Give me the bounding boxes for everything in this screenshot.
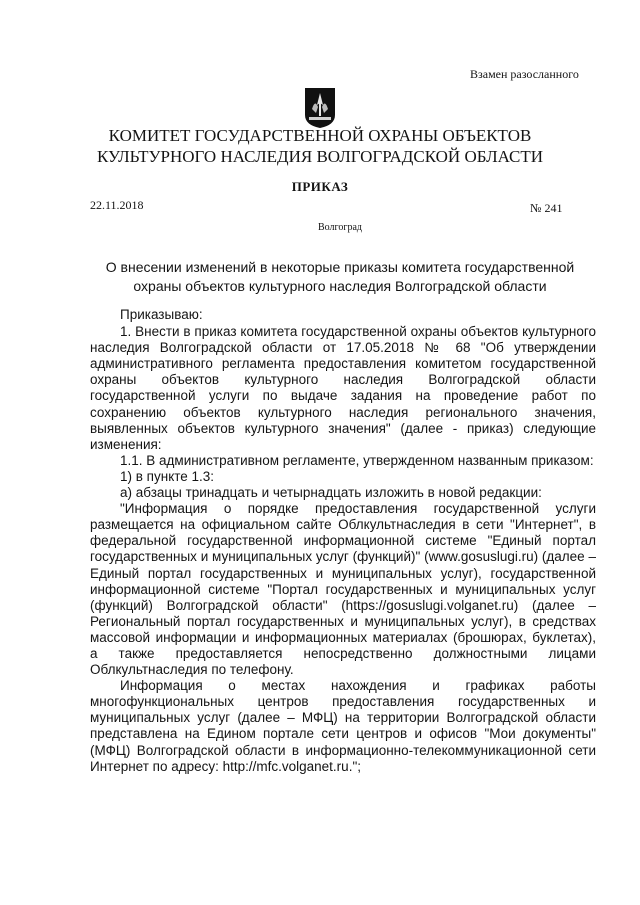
order-subject: О внесении изменений в некоторые приказы комитета государственной охраны объектов культурного наследия Волгоградской области bbox=[105, 259, 575, 294]
order-date: 22.11.2018 bbox=[90, 198, 144, 212]
coat-of-arms-emblem bbox=[304, 87, 336, 129]
paragraph-mfc-info: Информация о местах нахождения и графиках работы многофункциональных центров предоставления государственных и муниципальных услуг (далее – МФЦ) на территории Волгоградской области представлена на Едином портале сети центров и офисов "Мои документы" (МФЦ) Волгоградской области в информационно-телекоммуникационной сети Интернет по адресу: http://mfc.volganet.ru."; bbox=[90, 678, 596, 774]
order-number: № 241 bbox=[530, 201, 563, 215]
paragraph-subitem-1: 1) в пункте 1.3: bbox=[120, 468, 215, 484]
paragraph-order-intro: Приказываю: bbox=[120, 307, 203, 322]
paragraph-item-1: 1. Внести в приказ комитета государственной охраны объектов культурного наследия Волгоградской области от 17.05.2018 № 68 "Об утверждении административного регламента предоставления комитетом государственной охраны объектов культурного наследия Волгоградской области государственной услуги по выдаче задания на проведение работ по сохранению объектов культурного наследия регионального значения, выявленных объектов культурного значения" (далее - приказ) следующие изменения: bbox=[90, 324, 596, 452]
order-body bbox=[90, 307, 596, 775]
city: Волгоград bbox=[317, 222, 362, 233]
replacement-note: Взамен разосланного bbox=[470, 67, 579, 81]
paragraph-subitem-a: а) абзацы тринадцать и четырнадцать изложить в новой редакции: bbox=[120, 485, 542, 501]
paragraph-item-1-1: 1.1. В административном регламенте, утвержденном названным приказом: bbox=[120, 452, 594, 468]
organization-title: КОМИТЕТ ГОСУДАРСТВЕННОЙ ОХРАНЫ ОБЪЕКТОВ КУЛЬТУРНОГО НАСЛЕДИЯ ВОЛГОГРАДСКОЙ ОБЛАСТИ bbox=[96, 126, 544, 166]
document-type: ПРИКАЗ bbox=[291, 179, 349, 194]
paragraph-info-procedure: "Информация о порядке предоставления государственной услуги размещается на официальном сайте Облкультнаследия в сети "Интернет", в федеральной государственной информационной системе "Единый портал государственных и муниципальных услуг (функций)" (www.gosuslugi.ru) (далее – Единый портал государственных и муниципальных услуг), государственной информационной системе "Портал государственных и муниципальных услуг (функций) Волгоградской области" (https://gosuslugi.volganet.ru) (далее – Региональный портал государственных и муниципальных услуг), в средствах массовой информации и информационных материалах (брошюрах, буклетах), а также предоставляется непосредственно должностными лицами Облкультнаследия по телефону. bbox=[90, 501, 596, 678]
